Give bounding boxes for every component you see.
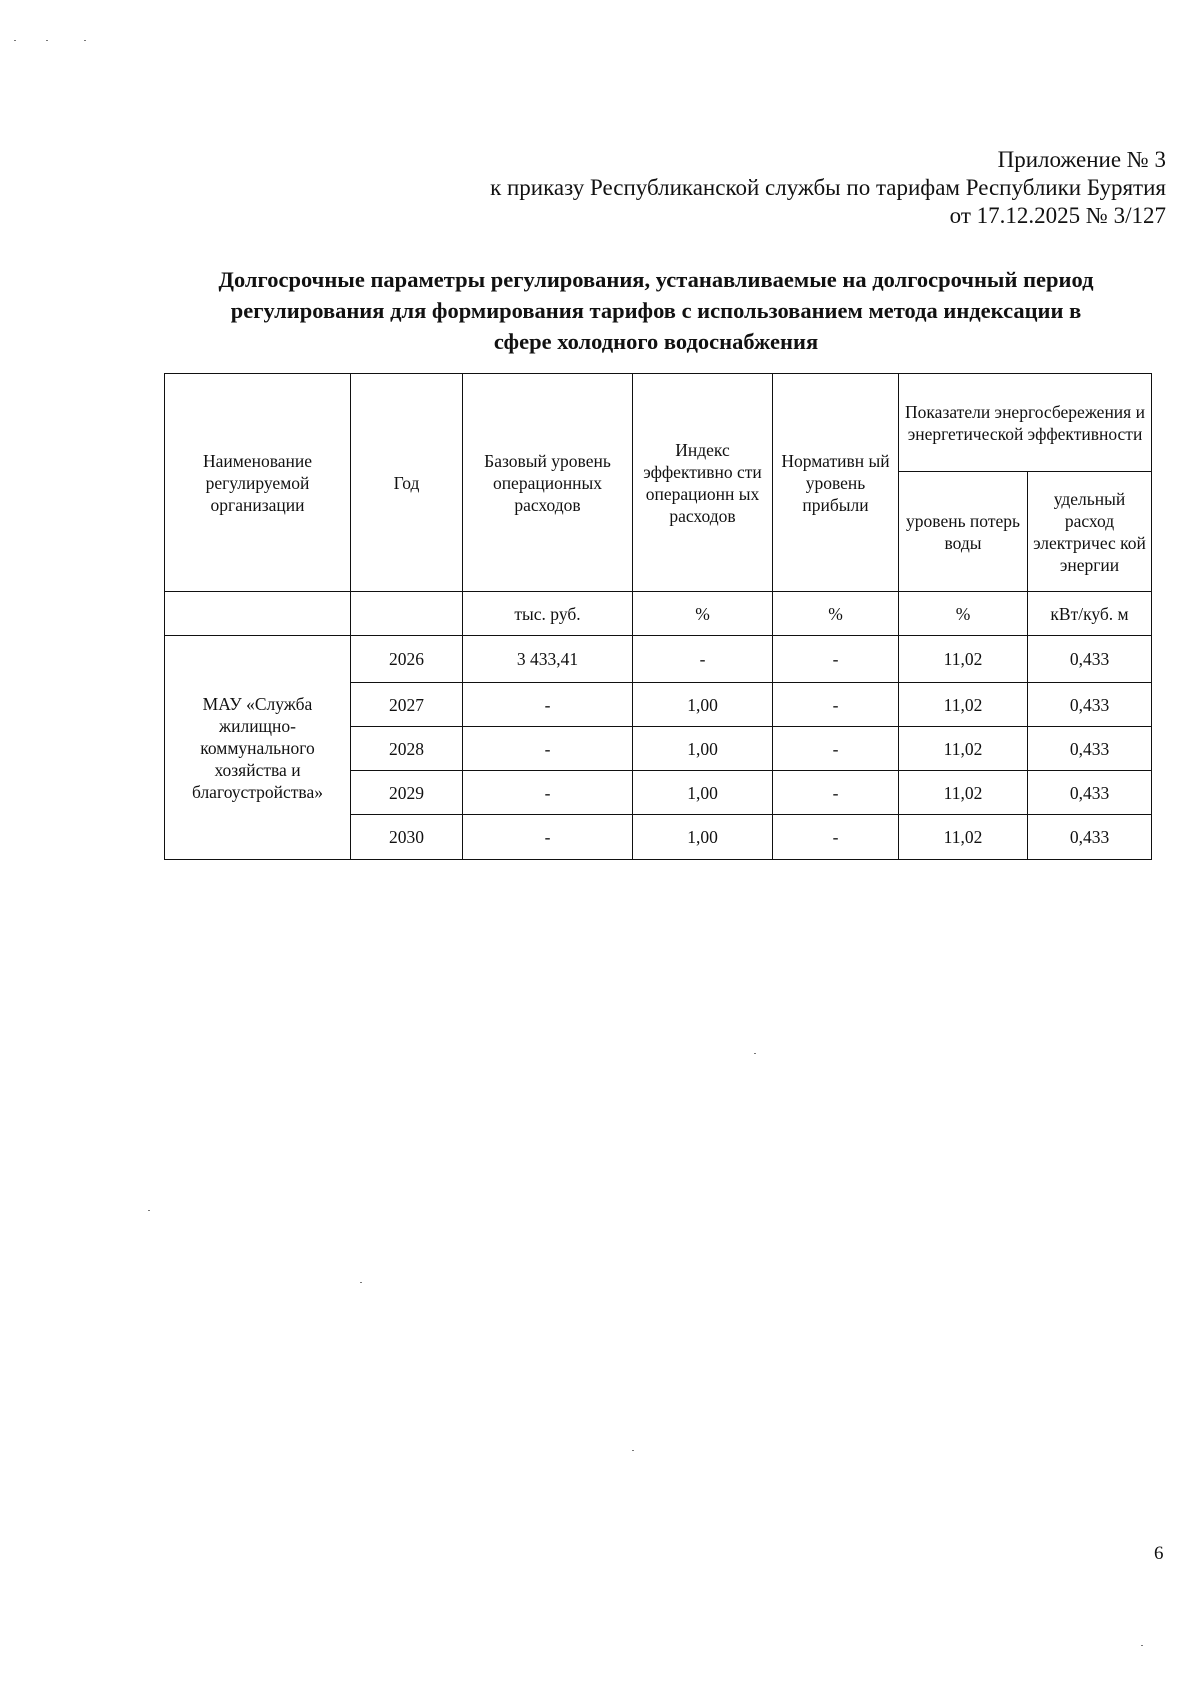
- title-line-1: Долгосрочные параметры регулирования, устанавливаемые на долгосрочный период: [218, 267, 1094, 292]
- cell-year: 2027: [351, 683, 463, 727]
- appendix-order-reference: к приказу Республиканской службы по тарифам Республики Бурятия: [490, 175, 1166, 200]
- header-energy-group: Показатели энергосбережения и энергетической эффективности: [899, 374, 1152, 472]
- scan-speck: [1141, 1645, 1143, 1646]
- unit-water-loss: %: [899, 592, 1028, 636]
- unit-profit-norm: %: [773, 592, 899, 636]
- units-row: [165, 592, 1152, 636]
- cell-efficiency-index: 1,00: [633, 771, 773, 815]
- cell-profit-norm: -: [773, 636, 899, 683]
- organization-name: МАУ «Служба жилищно-коммунального хозяйства и благоустройства»: [165, 636, 351, 860]
- cell-profit-norm: -: [773, 727, 899, 771]
- cell-water-loss: 11,02: [899, 771, 1028, 815]
- cell-efficiency-index: -: [633, 636, 773, 683]
- cell-water-loss: 11,02: [899, 815, 1028, 860]
- header-water-loss: уровень потерь воды: [899, 472, 1028, 592]
- cell-electricity: 0,433: [1028, 815, 1152, 860]
- header-row: [165, 374, 1152, 472]
- table-row: [165, 636, 1152, 683]
- cell-year: 2026: [351, 636, 463, 683]
- header-org: Наименование регулируемой организации: [165, 374, 351, 592]
- header-year: Год: [351, 374, 463, 592]
- cell-base-level: -: [463, 727, 633, 771]
- cell-year: 2029: [351, 771, 463, 815]
- scan-speck: [754, 1053, 756, 1054]
- unit-efficiency-index: %: [633, 592, 773, 636]
- cell-water-loss: 11,02: [899, 683, 1028, 727]
- page-number: 6: [1154, 1543, 1164, 1564]
- cell-electricity: 0,433: [1028, 683, 1152, 727]
- unit-base-level: тыс. руб.: [463, 592, 633, 636]
- unit-electricity: кВт/куб. м: [1028, 592, 1152, 636]
- appendix-number: Приложение № 3: [997, 147, 1166, 172]
- cell-base-level: 3 433,41: [463, 636, 633, 683]
- unit-org-empty: [165, 592, 351, 636]
- title-line-3: сфере холодного водоснабжения: [493, 329, 819, 354]
- cell-efficiency-index: 1,00: [633, 815, 773, 860]
- document-title: [150, 264, 1162, 357]
- cell-base-level: -: [463, 815, 633, 860]
- scan-speck: [84, 40, 86, 41]
- cell-water-loss: 11,02: [899, 636, 1028, 683]
- regulation-parameters-table: [164, 373, 1152, 860]
- title-line-2: регулирования для формирования тарифов с использованием метода индексации в: [230, 298, 1082, 323]
- header-efficiency-index: Индекс эффективно сти операционн ых расходов: [633, 374, 773, 592]
- scan-speck: [632, 1450, 634, 1451]
- cell-year: 2028: [351, 727, 463, 771]
- cell-base-level: -: [463, 771, 633, 815]
- cell-electricity: 0,433: [1028, 727, 1152, 771]
- scan-speck: [148, 1210, 150, 1211]
- header-profit-norm: Нормативн ый уровень прибыли: [773, 374, 899, 592]
- header-electricity: удельный расход электричес кой энергии: [1028, 472, 1152, 592]
- header-base-level: Базовый уровень операционных расходов: [463, 374, 633, 592]
- cell-year: 2030: [351, 815, 463, 860]
- scan-speck: [46, 40, 48, 41]
- cell-efficiency-index: 1,00: [633, 727, 773, 771]
- cell-electricity: 0,433: [1028, 771, 1152, 815]
- cell-water-loss: 11,02: [899, 727, 1028, 771]
- cell-base-level: -: [463, 683, 633, 727]
- cell-efficiency-index: 1,00: [633, 683, 773, 727]
- cell-profit-norm: -: [773, 771, 899, 815]
- appendix-header: [490, 146, 1166, 230]
- scan-speck: [14, 40, 16, 41]
- cell-profit-norm: -: [773, 683, 899, 727]
- unit-year-empty: [351, 592, 463, 636]
- appendix-order-date: от 17.12.2025 № 3/127: [949, 203, 1166, 228]
- cell-profit-norm: -: [773, 815, 899, 860]
- scan-speck: [360, 1282, 362, 1283]
- cell-electricity: 0,433: [1028, 636, 1152, 683]
